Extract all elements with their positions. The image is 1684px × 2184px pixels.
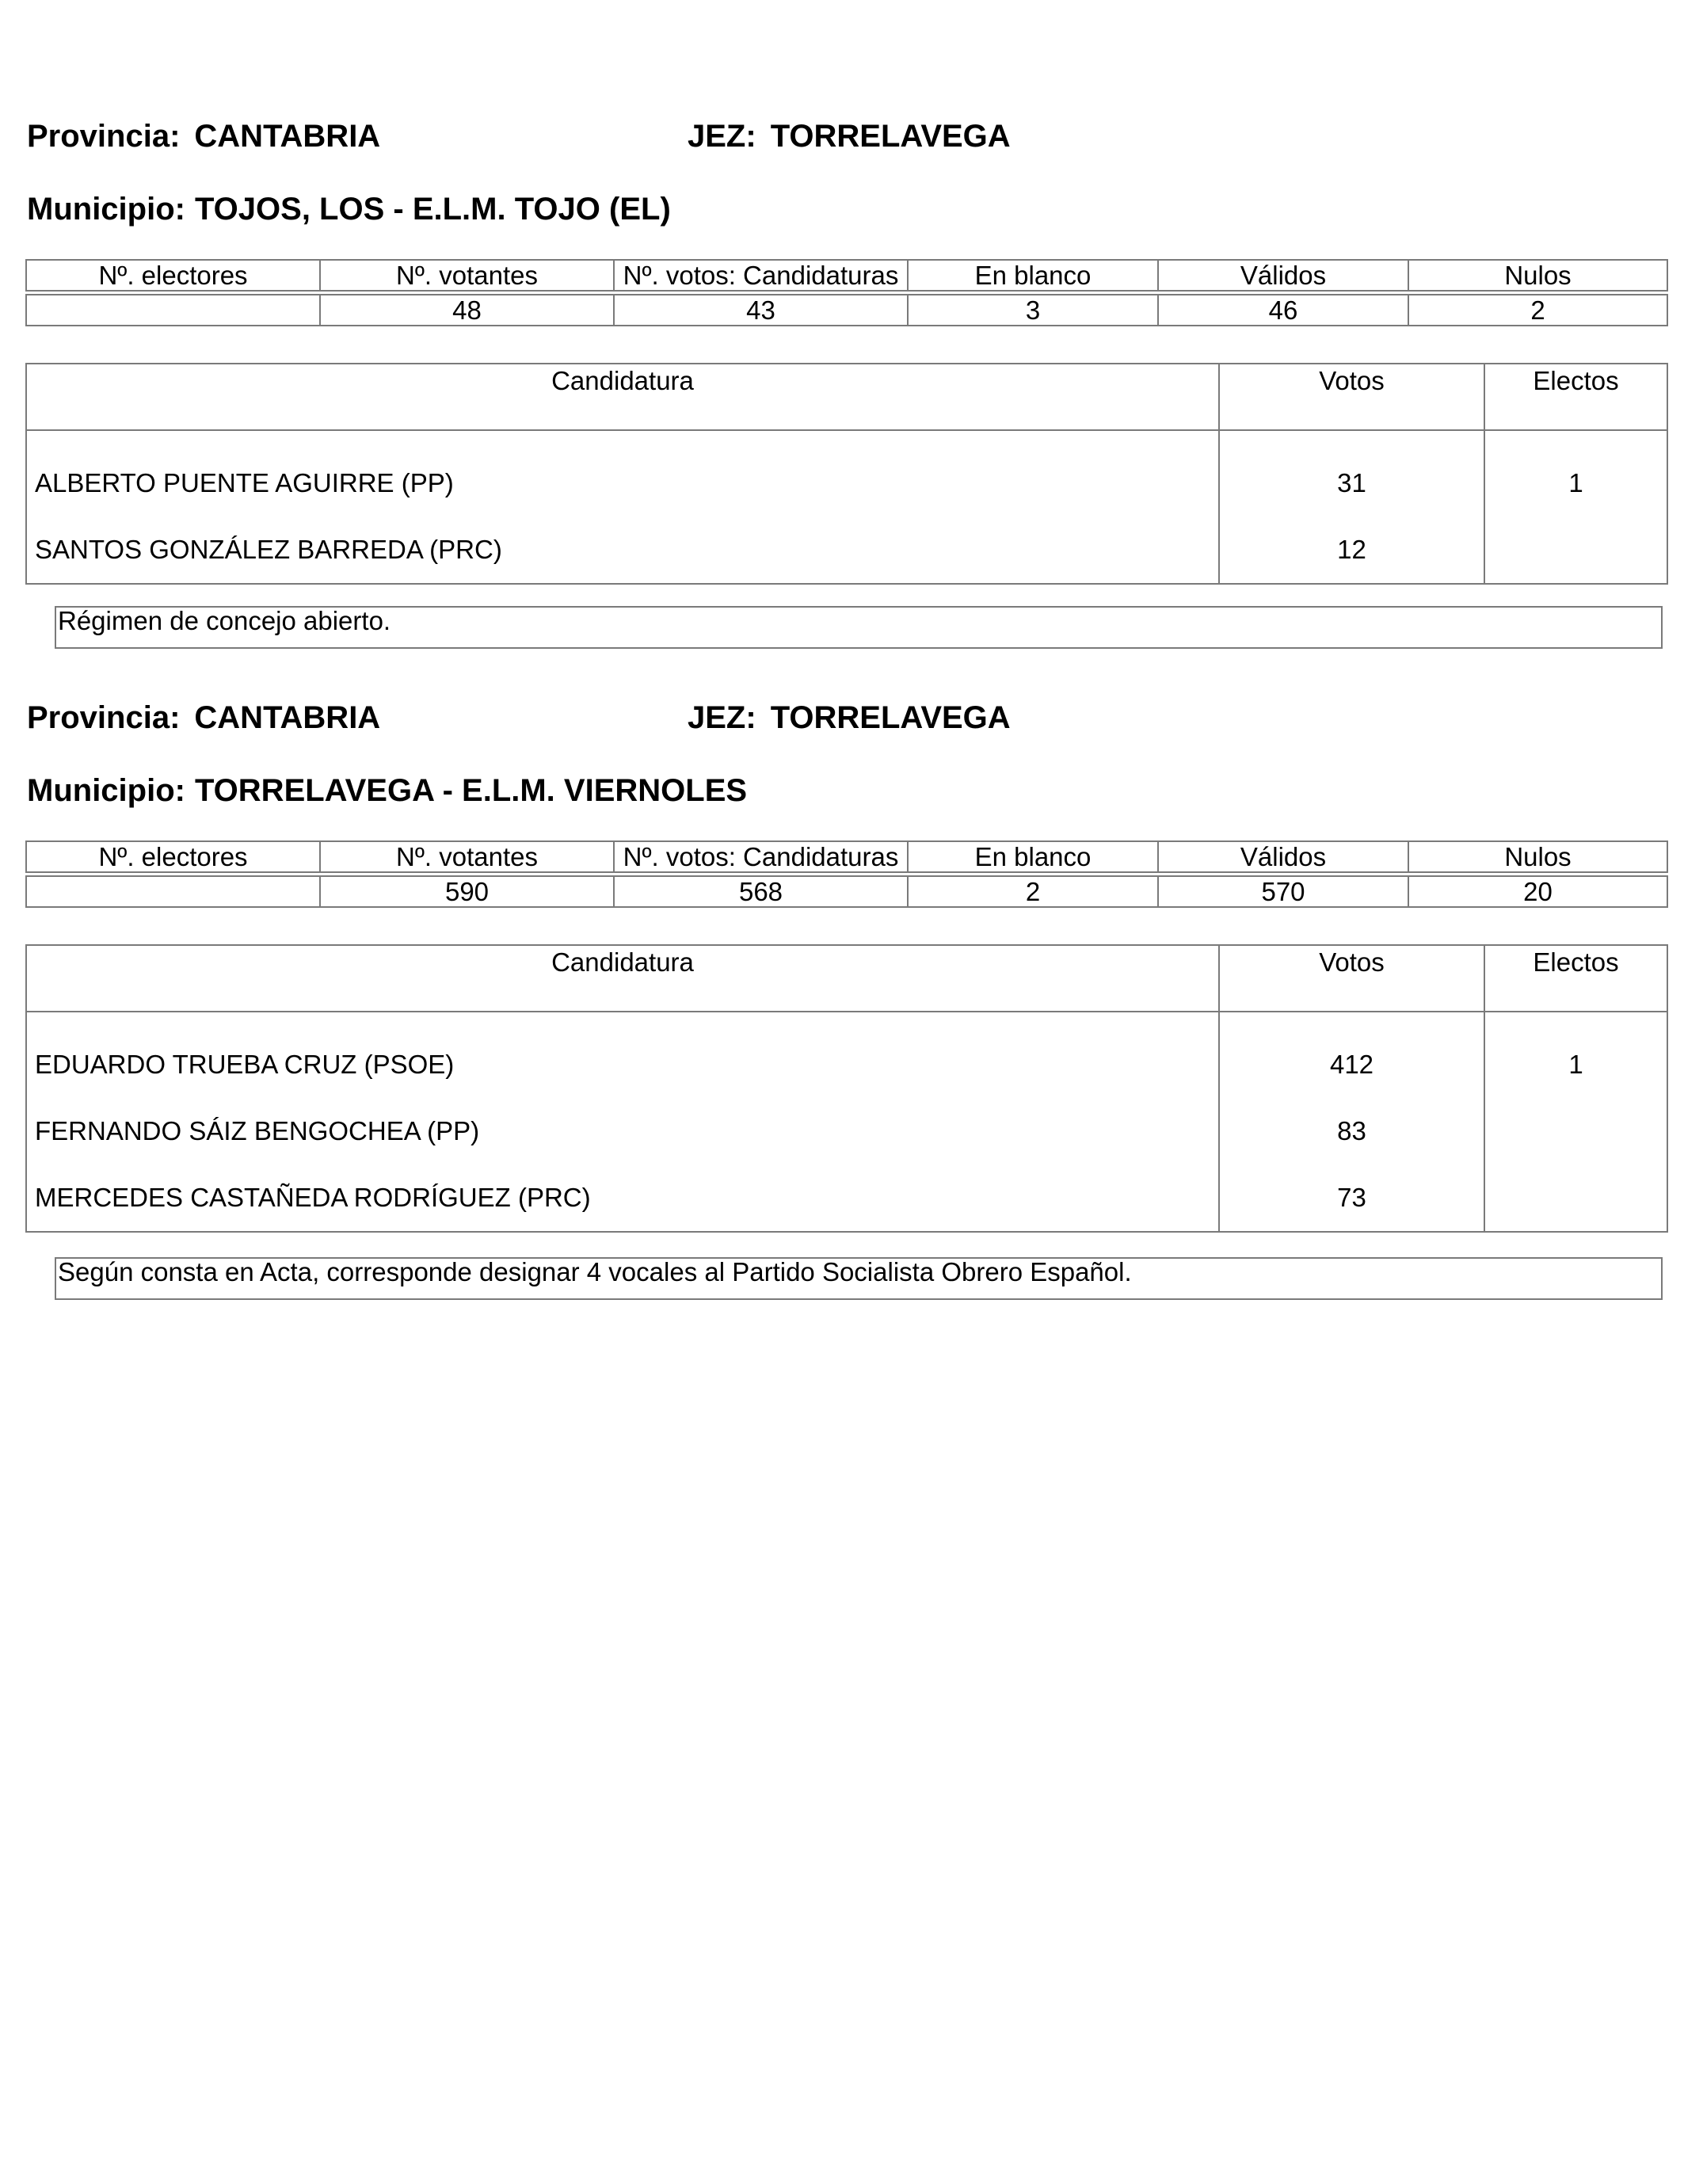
stats-table: [25, 840, 1668, 873]
stats-votos-candidaturas: 43: [614, 295, 908, 326]
results-header-votos: Votos: [1219, 364, 1484, 430]
table-row: [26, 1164, 1667, 1232]
stats-header-votantes: Nº. votantes: [320, 841, 614, 872]
candidate-votos: 412: [1219, 1012, 1484, 1098]
results-header-candidatura: Candidatura: [26, 945, 1219, 1012]
stats-en-blanco: 3: [908, 295, 1158, 326]
stats-header-en-blanco: En blanco: [908, 260, 1158, 291]
table-row: [26, 430, 1667, 516]
candidate-electos: [1484, 1098, 1667, 1164]
results-table: [25, 363, 1668, 585]
stats-validos: 46: [1158, 295, 1408, 326]
candidate-electos: [1484, 516, 1667, 584]
stats-validos: 570: [1158, 876, 1408, 907]
candidate-votos: 31: [1219, 430, 1484, 516]
candidate-votos: 73: [1219, 1164, 1484, 1232]
candidate-votos: 12: [1219, 516, 1484, 584]
stats-header-row: [26, 260, 1667, 291]
provincia-value: CANTABRIA: [194, 700, 381, 735]
stats-header-votos-candidaturas: Nº. votos: Candidaturas: [614, 260, 908, 291]
municipio-value: TOJOS, LOS - E.L.M. TOJO (EL): [194, 192, 671, 227]
stats-votantes: 48: [320, 295, 614, 326]
stats-header-nulos: Nulos: [1408, 841, 1667, 872]
stats-value-row: [26, 876, 1667, 907]
candidate-name: FERNANDO SÁIZ BENGOCHEA (PP): [26, 1098, 1219, 1164]
table-row: [26, 516, 1667, 584]
candidate-electos: 1: [1484, 1012, 1667, 1098]
results-header-row: [26, 364, 1667, 430]
stats-electores: [26, 876, 320, 907]
results-header-electos: Electos: [1484, 364, 1667, 430]
municipio-value: TORRELAVEGA - E.L.M. VIERNOLES: [194, 773, 748, 808]
note-box: Régimen de concejo abierto.: [55, 606, 1663, 649]
results-header-votos: Votos: [1219, 945, 1484, 1012]
stats-electores: [26, 295, 320, 326]
provincia-value: CANTABRIA: [194, 119, 381, 154]
stats-value-row: [26, 295, 1667, 326]
provincia-header: Provincia: CANTABRIA: [27, 119, 381, 154]
stats-table: [25, 259, 1668, 292]
results-table: [25, 944, 1668, 1233]
stats-header-electores: Nº. electores: [26, 260, 320, 291]
municipio-header: Municipio: TORRELAVEGA - E.L.M. VIERNOLES: [27, 773, 748, 808]
results-header-row: [26, 945, 1667, 1012]
stats-values-table: [25, 294, 1668, 326]
stats-header-electores: Nº. electores: [26, 841, 320, 872]
candidate-name: MERCEDES CASTAÑEDA RODRÍGUEZ (PRC): [26, 1164, 1219, 1232]
candidate-electos: [1484, 1164, 1667, 1232]
stats-votos-candidaturas: 568: [614, 876, 908, 907]
note-box: Según consta en Acta, corresponde designar 4 vocales al Partido Socialista Obrero Español.: [55, 1257, 1663, 1300]
jez-header: JEZ: TORRELAVEGA: [688, 119, 1011, 154]
jez-value: TORRELAVEGA: [770, 700, 1011, 735]
stats-nulos: 2: [1408, 295, 1667, 326]
stats-header-votantes: Nº. votantes: [320, 260, 614, 291]
candidate-name: EDUARDO TRUEBA CRUZ (PSOE): [26, 1012, 1219, 1098]
table-row: [26, 1012, 1667, 1098]
stats-header-row: [26, 841, 1667, 872]
candidate-votos: 83: [1219, 1098, 1484, 1164]
stats-en-blanco: 2: [908, 876, 1158, 907]
section-viernoles: [0, 581, 1684, 1310]
stats-header-validos: Válidos: [1158, 841, 1408, 872]
table-row: [26, 1098, 1667, 1164]
candidate-name: ALBERTO PUENTE AGUIRRE (PP): [26, 430, 1219, 516]
stats-votantes: 590: [320, 876, 614, 907]
stats-values-table: [25, 875, 1668, 908]
provincia-header: Provincia: CANTABRIA: [27, 700, 381, 735]
candidate-electos: 1: [1484, 430, 1667, 516]
candidate-name: SANTOS GONZÁLEZ BARREDA (PRC): [26, 516, 1219, 584]
municipio-header: Municipio: TOJOS, LOS - E.L.M. TOJO (EL): [27, 192, 671, 227]
stats-header-en-blanco: En blanco: [908, 841, 1158, 872]
section-tojo: [0, 0, 1684, 635]
jez-header: JEZ: TORRELAVEGA: [688, 700, 1011, 735]
stats-nulos: 20: [1408, 876, 1667, 907]
stats-header-nulos: Nulos: [1408, 260, 1667, 291]
stats-header-validos: Válidos: [1158, 260, 1408, 291]
stats-header-votos-candidaturas: Nº. votos: Candidaturas: [614, 841, 908, 872]
results-header-electos: Electos: [1484, 945, 1667, 1012]
results-header-candidatura: Candidatura: [26, 364, 1219, 430]
jez-value: TORRELAVEGA: [770, 119, 1011, 154]
